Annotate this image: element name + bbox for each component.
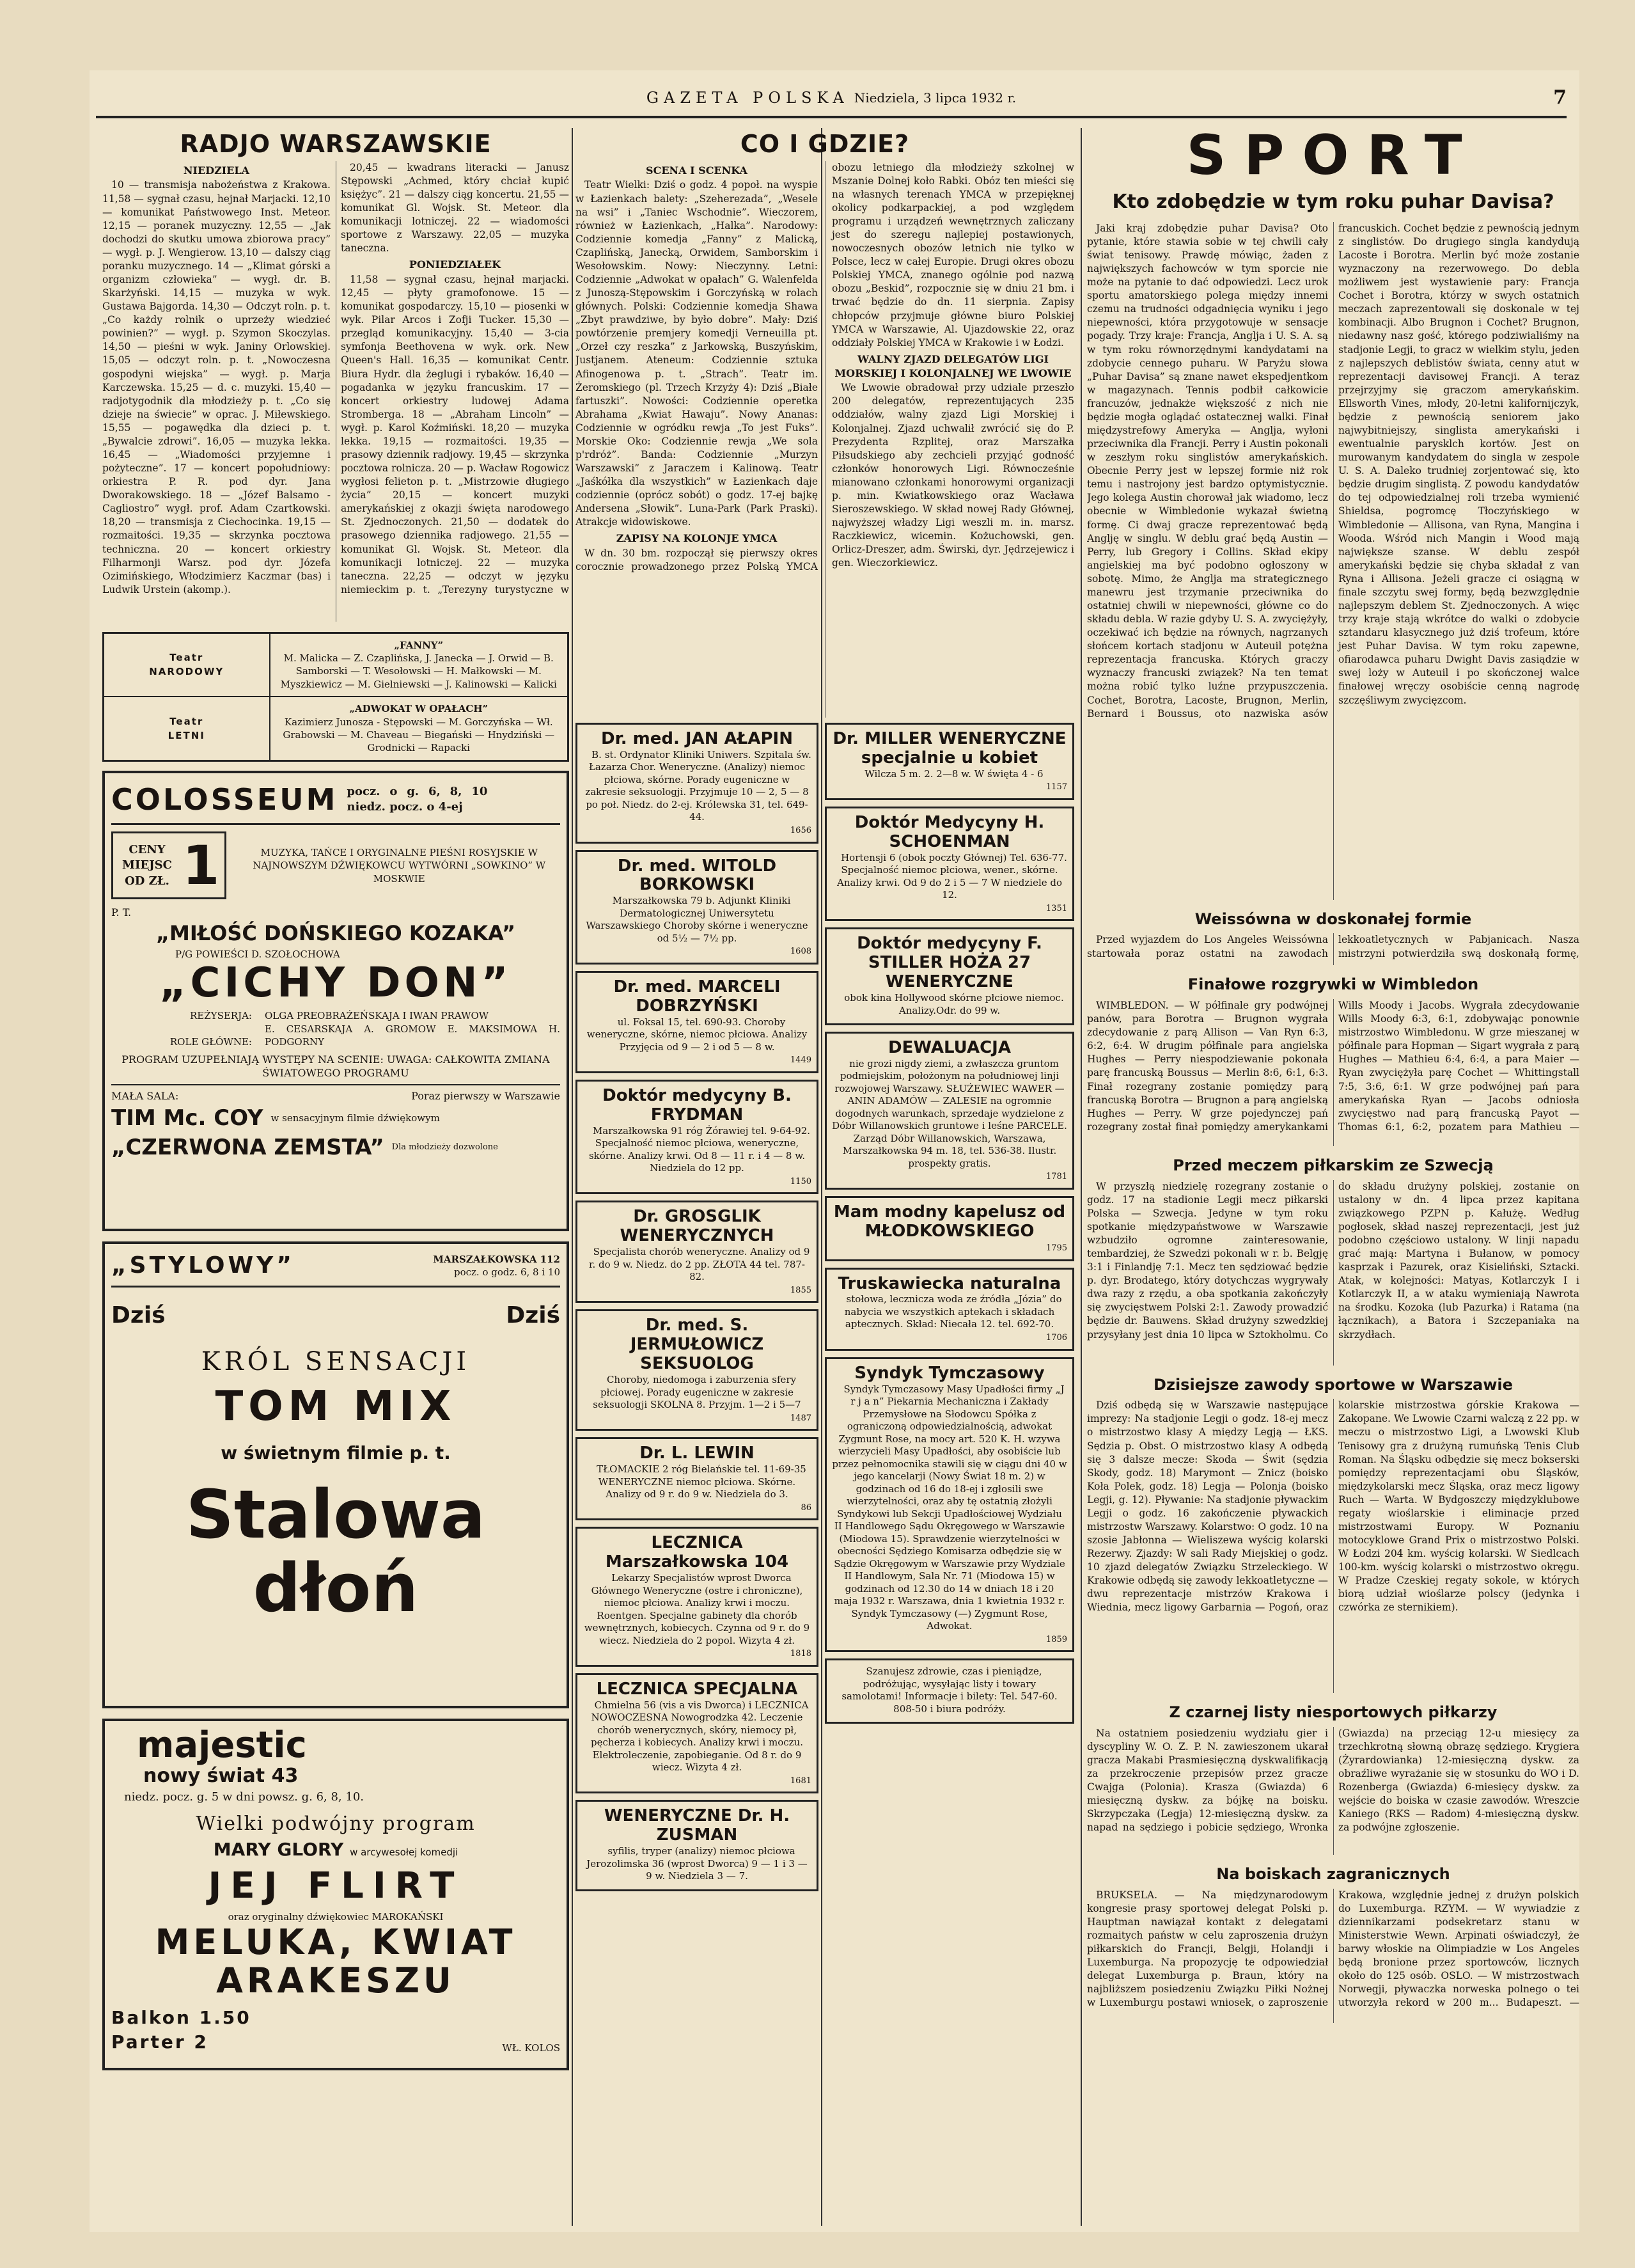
- advertisement: [825, 1658, 1074, 1724]
- ad-number: 1855: [790, 1285, 811, 1295]
- sport-title: SPORT: [1186, 128, 1480, 187]
- cast-label: ROLE GŁÓWNE:: [169, 1036, 252, 1048]
- stage-text: Teatr Wielki: Dziś o godz. 4 popoł. na wyspie w Łazienkach balety: „Szeherezada”, „Wesele na wsi” i „Taniec Wschodnie”. Wieczorem, również w Łazienkach, „Halka”. Narodowy: Codziennie komedja „Fanny” z Malicką, Czaplińską, Janecką, Orwidem, Samborskim i Wesołowskim. Nowy: Nieczynny. Letni: Codziennie „Adwokat w opałach” G. Walenfelda z Junoszą-Stępowskim i Gorczyńską w rolach głównych. Polski: Codziennie komedja Shawa „Zbyt prawdziwe, by było dobre”. Mały: Dziś powtórzenie premjery komedji Verneuilla pt. „Orzeł czy reszka” z Jarkowską, Buszyńskim, Justjanem. Ateneum: Codziennie sztuka Afinogenowa p. t. „Strach”. Teatr im. Żeromskiego (pl. Trzech Krzyży 4): Dziś „Białe fartuszki”. Nowości: Codziennie operetka Abrahama „Kwiat Hawaju”. Nowy Ananas: Codziennie w ogródku rewja „To jest Fuks”. Morskie Oko: Codziennie rewja „We sola p'rdróż”. Banda: Codziennie „Murzyn Warszawski” z Jaraczem i Kalinową. Teatr „Jaśkółka dla wszystkich” w Łazienkach daje codziennie (oprócz sobót) o godz. 17-ej bajkę Andersena „Słowik”. Luna-Park (Park Praski). Atrakcje widowiskowe.: [575, 179, 818, 528]
- ad-number: 1656: [790, 825, 811, 835]
- theatre-row: [104, 697, 568, 760]
- advertisement: [825, 807, 1074, 921]
- advertisement: [575, 1527, 818, 1666]
- film-description: MUZYKA, TAŃCE I ORYGINALNE PIEŚNI ROSYJSKIE W NAJNOWSZYM DŹWIĘKOWCU WYTWÓRNI „SOWKINO” W MOSKWIE: [253, 846, 546, 885]
- theatre-program: „ADWOKAT W OPAŁACH” Kazimierz Junosza - Stępowski — M. Gorczyńska — Wł. Grabowski — M. Chaveau — Biegański — Hnydziński — Grodnicki — Rapacki: [270, 697, 568, 760]
- advertisement: [825, 927, 1074, 1025]
- advertisement: [575, 1800, 818, 1891]
- advertisement: [575, 723, 818, 844]
- ad-text: obok kina Hollywood skórne płciowe niemoc. Analizy.Odr. do 99 w.: [844, 992, 1064, 1016]
- ad-title: Syndyk Tymczasowy: [854, 1363, 1045, 1383]
- advertisement: [825, 1268, 1074, 1351]
- wimbledon-article: [1087, 999, 1579, 1146]
- price-label: CENY MIEJSC OD ZŁ.: [122, 842, 172, 888]
- film-subtitle: „MIŁOŚĆ DOŃSKIEGO KOZAKA”: [155, 921, 515, 946]
- balcony-price: Balkon 1.50: [111, 2007, 251, 2029]
- article-text: W przyszłą niedzielę rozegrany zostanie o godz. 17 na stadionie Legji mecz piłkarski Polska — Szwecja. Jedyne w tym roku spotkanie międzypaństwowe w Warszawie wzbudziło ogromne zainteresowanie, tembardziej, że Szwedzi pokonali w r. b. Belgję 3:1 i Finlandję 7:1. Mecz ten sędziować będzie p. dyr. Brodatego, który dotychczas wygrywały dwa razy z rzędu, a oba spotkania zakończyły się zwycięstwem Polski 2:1. Zawody prowadzić będzie dr. Bauwens. Skład drużyny szwedzkiej przysyłany jest dnia 10 lipca w Sztokholmu. Co do składu drużyny polskiej, zostanie on ustalony w dn. 4 lipca przez kapitana związkowego PZPN p. Kałużę. Według pogłosek, skład naszej reprezentacji, jest już podobno częściowo ustalony. W linji napadu grać mają: Martyna i Bułanow, w pomocy kasprzak i Pazurek, oraz Kisieliński, Sztacki. Atak, w kolejności: Matyas, Kotlarczyk I i Kotlarczyk II, a w ataku wymieniają Nawrota na środku. Kozoka (lub Pazurka) i Ratama (na łącznikach), a Batora i Szczepaniaka na skrzydłach.: [1087, 1180, 1579, 1341]
- film-title: JEJ FLIRT: [208, 1864, 464, 1907]
- advertisement: [575, 1673, 818, 1794]
- ad-number: 1859: [1045, 1634, 1067, 1644]
- radio-text: 20,45 — kwadrans literacki — Janusz Stępowski „Achmed, który chciał kupić księżyc”. 21 — dalszy ciąg koncertu. 21,55 — komunikat Gl. Wojsk. St. Meteor. dla komunikacji lotniczej. 22 — wiadomości sportowe z Warszawy. 22,05 — muzyka taneczna.: [341, 161, 569, 255]
- ad-number: 1781: [1045, 1172, 1067, 1182]
- ad-number: 1157: [1045, 782, 1067, 792]
- advertisement: [825, 723, 1074, 800]
- ad-title: Truskawiecka naturalna: [838, 1273, 1061, 1293]
- ad-text: nie grozi nigdy ziemi, a zwłaszcza gruntom podmiejskim, położonym na południowej linji rozwojowej Warszawy. SŁUŻEWIEC WAWER — ANIN ADAMÓW — ZALESIE na ogromnie dogodnych warunkach, sprzedaje wydzielone z Dóbr Willanowskich gruntowe i leśne PARCELE. Zarząd Dóbr Willanowskich, Warszawa, Marszałkowska 94 m. 18, tel. 536-38. Ilustr. prospekty gratis.: [832, 1057, 1067, 1169]
- camp-heading: ZAPISY NA KOLONJE YMCA: [616, 532, 778, 545]
- advertisement: [575, 1437, 818, 1520]
- showtimes: niedz. pocz. g. 5 w dni powsz. g. 6, 8, 10.: [124, 1790, 364, 1804]
- youth-note: Dla młodzieży dozwolone: [391, 1142, 498, 1153]
- king-label: KRÓL SENSACJI: [201, 1346, 471, 1376]
- ad-text: ul. Foksal 15, tel. 690-93. Choroby weneryczne, skórne, niemoc płciowa. Analizy Przyjęcia od 9 — 2 i od 5 — 8 w.: [586, 1016, 808, 1053]
- page-number: 7: [1553, 86, 1567, 109]
- congress-heading: WALNY ZJAZD DELEGATÓW LIGI MORSKIEJ I KOLONJALNEJ WE LWOWIE: [834, 352, 1072, 379]
- advertisement: [575, 971, 818, 1073]
- ad-text: syfilis, tryper (analizy) niemoc płciowa Jerozolimska 36 (wprost Dworca) 9 — 1 i 3 — 9 w. Niedziela 3 — 7.: [586, 1845, 808, 1882]
- director: OLGA PREOBRAŻEŃSKAJA I IWAN PRAWOW: [265, 1010, 489, 1022]
- advertisement: [575, 1309, 818, 1431]
- price: 1: [182, 834, 220, 897]
- film-title: „CICHY DON”: [159, 959, 512, 1007]
- radio-title: RADJO WARSZAWSKIE: [180, 130, 492, 158]
- article-text: Przed wyjazdem do Los Angeles Weissówna startowała poraz ostatni na zawodach lekkoatletycznych w Pabjanicach. Nasza mistrzyni potwierdziła swą doskonałą formę,: [1087, 934, 1579, 959]
- star-name: TOM MIX: [215, 1383, 457, 1431]
- ad-number: 1608: [790, 947, 811, 957]
- in-film-label: w świetnym filmie p. t.: [221, 1442, 451, 1464]
- ad-number: 1449: [790, 1055, 811, 1066]
- star-name: MARY GLORY: [213, 1838, 344, 1860]
- today-article: [1087, 1399, 1579, 1693]
- davis-article: [1087, 222, 1579, 900]
- article-text: Dziś odbędą się w Warszawie następujące imprezy: Na stadjonie Legji o godz. 18-ej mecz o mistrzostwo klasy A między Legją — ŁKS. Sędzia p. Obst. O mistrzostwo klasy A odbędą się 3 dalsze mecze: Skoda — Świt (sędzia Skody, godz. 18) Marymont — Znicz (boisko Koła Polek, godz. 18) Legja — Polonja (boisko Legji, g. 12). Pływanie: Na stadjonie pływackim Legji o godz. 16 zakończenie pływackich mistrzostw Warszawy. Kolarstwo: O godz. 10 na szosie Jabłonna — Wieliszewa wyścig kolarski Rezerwy. Zjazdy: W sali Rady Miejskiej o godz. 10 zjazd delegatów Związku Strzeleckiego. W Krakowie odbędą się zawody lekkoatletyczne — dwu reprezentacje mistrzów Krakowa i Wiednia, mecz ligowy Garbarnia — Pogoń, oraz kolarskie mistrzostwa górskie Krakowa — Zakopane. We Lwowie Czarni walczą z 22 pp. w meczu o mistrzostwo Ligi, a Lwowski Klub Tenisowy gra z drużyną rumuńską Tenis Club Roman. Na Śląsku odbędzie się mecz bokserski pomiędzy reprezentacjami obu Śląsków, międzykolarski mecz Śląska, oraz mecz ligowy Ruch — Warta. W Bydgoszczy międzyklubowe regaty wioślarskie i eliminacje przed mistrzostwami Europy. W Poznaniu motocyklowe Grand Prix o mistrzostwo Polski. W Łodzi 204 km. wyścig kolarski. W Siedlcach 100-km. wyścig kolarski o mistrzostwo okręgu. W Pradze Czeskiej regaty sokole, w których biorą udział wioślarze polscy (jedynka i czwórka ze sternikiem).: [1087, 1399, 1579, 1614]
- co-i-gdzie-text: [575, 161, 1074, 718]
- ad-title: Doktór Medycyny H. SCHOENMAN: [854, 812, 1045, 851]
- column-radio-cinema: [102, 128, 569, 2070]
- film-title: Stalowa dłoń: [185, 1476, 486, 1627]
- film2-title: „CZERWONA ZEMSTA”: [111, 1135, 384, 1161]
- weiss-article: [1087, 933, 1579, 965]
- stage-heading: SCENA I SCENKA: [646, 164, 747, 177]
- article-text: Jaki kraj zdobędzie puhar Davisa? Oto pytanie, które stawia sobie w tej chwili cały świat tenisowy. Prawdę mówiąc, żaden z największych fachowców w tym sporcie nie może na pytanie to dać odpowiedzi. Lecz urok sportu amatorskiego polega między innemi czemu na trudności odgadnięcia wyniku i jego niepewności, która przygotowuje w sensacje pogady. Trzy kraje: Francja, Anglja i U. S. A. są w tym roku równorzędnymi kandydatami na zdobycie cennego puharu. W Paryżu słowa „Puhar Davisa” są znane nawet ekspedjentkom w magazynach. Tennis podbił całkowicie francuzów, jednakże większość z nich nie będzie mogła oglądać ostatecznej walki. Finał międzystrefowy Ameryka — Anglja, wyłoni przeciwnika dla Francji. Perry i Austin pokonali w zeszłym roku singlistów amerykańskich. Obecnie Perry jest w lepszej formie niż rok temu i nastrojony jest bardzo optymistycznie. Jego kolega Austin chorował jak wiadomo, lecz obecnie w Wimbledonie wykazał świetną formę. Ci dwaj gracze reprezentować będą Anglję w singlu. W deblu grać będą Austin — Perry, lub Gregory i Collins. Skład ekipy angielskiej ma być podobno ogłoszony w sobotę. Mimo, że Anglja ma strategicznego manewru jest trzymanie przeciwnika do ostatniej chwili w niepewności, główne co do składu debla. W razie gdyby U. S. A. zwyciężyły, oczekiwać ich będzie na równych, nagrzanych słońcem kortach stadjonu w Auteuil potężna reprezentacja francuska. Których graczy wyznaczy francuski związek? Na ten temat można robić tylko luźne przypuszczenia. Cochet, Borotra, Lacoste, Brugnon, Merlin, Bernard i Boussus, oto nazwiska asów francuskich. Cochet będzie z pewnością jednym z singlistów. Do drugiego singla kandydują Lacoste i Borotra. Merlin być może zostanie wyznaczony na rezerwowego. Do debla możliwem jest wystawienie pary: Francja Cochet i Borotra, którzy w swych ostatnich meczach zaprezentowali się doskonale w tej kombinacji. Albo Brugnon i Cochet? Brugnon, niedawny nasz gość, którego podziwialiśmy na stadjonie Legji, to gracz w wielkim stylu, jeden z najlepszych deblistów świata, cenny atut w reprezentacji davisowej Francji. A teraz przejrzyjmy się graczom amerykańskim. Ellsworth Vines, młody, 20-letni kalifornijczyk, będzie z pewnością seniorem jako najwybitniejszy, singlista amerykański i ewentualnie parysklch kortów. Jest on murowanym kandydatem do singla w zespole U. S. A. Daleko trudniej zorjentować się, kto będzie drugim singlistą. Z powodu kandydatów do tej odpowiedzialnej roli trzeba wymienić Shieldsa, pogromcę Tłoczyńskiego w Wimbledonie — Allisona, van Ryna, Mangina i Wooda. Wśród nich Mangin i Wood mają największe szanse. W deblu zespół amerykański będzie się chyba składał z van Ryna i Allisona. Jeżeli gracze ci osiągną w finale szczytu swej formy, będą bezwzględnie najlepszym deblem St. Zjednoczonych. A więc trzy kraje stają wkrótce do walki o zdobycie sztandaru klasycznego już dziś trofeum, które jest Puhar Davisa. W tym roku zapewne, ofiarodawca puharu Dwight Davis zasiądzie w swej loży w Auteuil i po skończonej walce finałowej wręczy osobiście cenną nagrodę szczęśliwym zwycięzcom.: [1087, 222, 1579, 720]
- article-text: Na ostatniem posiedzeniu wydziału gier i dyscypliny W. O. Z. P. N. zawieszonem ukarał gracza Makabi Prasmiesięczną dyskwalifikacją za przekroczenie przepisów przez gracze Cwajga (Polonia). Krasza (Gwiazda) 6 miesięczną dyskw. za bójkę na boisku. Skrzypczaka (Legja) 12-miesięczną dyskw. za napad na sędziego i pobicie sędziego, Wronka (Gwiazda) na przeciąg 12-u miesięcy za trzechkrotną słowną obrazę sędziego. Krygiera (Żyrardowianka) 12-miesięczną dyskw. za obraźliwe wyrażanie się w stosunku do WO i D. Rozenberga (Gwiazda) 6-miesięcy dyskw. za wejście do boiska w czasie zawodów. Wreszcie Kaniego (RKS — Radom) 4-miesięczną dyskw. za podwójne zgłoszenie.: [1087, 1727, 1579, 1834]
- film-source: P/G POWIEŚCI D. SZOŁOCHOWA: [175, 948, 340, 960]
- ad-text: Chmielna 56 (vis a vis Dworca) i LECZNICA NOWOCZESNA Nowogrodzka 42. Leczenie chorób wenerycznych, skóry, niemocy pł, pęcherza i kobiecych. Analizy krwi i moczu. Elektroleczenie, zapobieganie. Od 8 r. do 9 wiecz. Wizyta 4 zł.: [590, 1699, 809, 1774]
- first-time: Poraz pierwszy w Warszawie: [411, 1090, 560, 1103]
- parterre-price: Parter 2: [111, 2031, 208, 2053]
- ad-title: Dr. med. S. JERMUŁOWICZ SEKSUOLOG: [630, 1316, 764, 1374]
- masthead-date: Niedziela, 3 lipca 1932 r.: [854, 90, 1017, 106]
- theatre-row: [104, 633, 568, 697]
- in-comedy: w arcywesołej komedji: [350, 1846, 458, 1858]
- ad-title: Dr. med. JAN AŁAPIN: [601, 729, 793, 748]
- ad-title: Dr. med. WITOLD BORKOWSKI: [617, 856, 777, 895]
- signature: WŁ. KOLOS: [502, 2042, 560, 2054]
- today-label: Dziś: [111, 1302, 166, 1328]
- masthead-title: GAZETA POLSKA: [646, 89, 849, 107]
- address: MARSZAŁKOWSKA 112: [433, 1253, 560, 1265]
- column-misc-ads: [825, 716, 1074, 1724]
- ad-number: 1487: [790, 1413, 811, 1423]
- ad-title: LECZNICA SPECJALNA: [596, 1679, 798, 1699]
- ad-number: 1681: [790, 1776, 811, 1786]
- masthead: [96, 80, 1567, 118]
- ad-text: Marszałkowska 91 róg Żórawiej tel. 9-64-92. Specjalność niemoc płciowa, weneryczne, skórne. Analizy krwi. Od 8 — 11 r. i 4 — 8 w. Niedziela do 12 pp.: [588, 1124, 811, 1174]
- article-heading: Dzisiejsze zawody sportowe w Warszawie: [1154, 1375, 1513, 1394]
- radio-day: NIEDZIELA: [183, 164, 250, 177]
- colosseum-ad: [102, 771, 569, 1231]
- ad-title: Dr. L. LEWIN: [639, 1444, 755, 1463]
- sound-film: w sensacyjnym filmie dźwiękowym: [270, 1112, 440, 1124]
- article-heading: Na boiskach zagranicznych: [1216, 1864, 1450, 1883]
- ad-text: B. st. Ordynator Kliniki Uniwers. Szpitala św. Łazarza Chor. Weneryczne. (Analizy) niemoc płciowa, skórne. Porady eugeniczne w zakresie seksuologji. Przyjmuje 10 — 2, 5 — 8 po poł. Niedz. do 2-ej. Królewska 31, tel. 649-44.: [585, 748, 811, 823]
- cast: E. CESARSKAJA A. GROMOW E. MAKSIMOWA H. PODGORNY: [265, 1023, 560, 1048]
- ad-text: Specjalista chorób weneryczne. Analizy od 9 r. do 9 w. Niedz. do 2 pp. ZŁOTA 44 tel. 787-82.: [589, 1246, 810, 1283]
- ad-text: stołowa, lecznicza woda ze źródła „Józia” do nabycia we wszystkich aptekach i składach aptecznych. Skład: Niecała 12. tel. 692-70.: [844, 1293, 1062, 1330]
- pt-label: P. T.: [111, 906, 132, 919]
- article-heading: Weissówna w doskonałej formie: [1194, 910, 1472, 928]
- ad-number: 1795: [1045, 1243, 1067, 1253]
- theatre-name: Teatr NARODOWY: [104, 633, 270, 697]
- showtimes: pocz. o g. 6, 8, 10 niedz. pocz. o 4-ej: [347, 784, 488, 814]
- advertisement: [825, 1196, 1074, 1261]
- section-title: CO I GDZIE?: [740, 130, 910, 158]
- congress-text: We Lwowie obradował przy udziale przeszło 200 delegatów, reprezentujących 235 oddziałów, walny zjazd Ligi Morskiej i Kolonjalnej. Zjazd uchwalił zwrócić się do P. Prezydenta Rzplitej, oraz Marszałka Piłsudskiego aby zechcieli przyjąć godność członków honorowych Ligi. Równocześnie mianowano członkami honorowymi organizacji p. min. Kwiatkowskiego oraz Wacława Sieroszewskiego. W skład nowej Rady Głównej, najwyższej władzy Ligi weszli m. in. marsz. Raczkiewicz, wicemin. Kożuchowski, gen. Orlicz-Dreszer, adm. Świrski, dyr. Jędrzejewicz i gen. Wieczorkiewicz.: [832, 382, 1074, 569]
- cinema-name: majestic: [137, 1724, 307, 1766]
- radio-text: 10 — transmisja nabożeństwa z Krakowa. 11,58 — sygnał czasu, hejnał Marjacki. 12,10 — komunikat Państwowego Inst. Meteor. 12,15 — poranek muzyczny. 12,55 — „Jak dochodzi do skutku umowa zbiorowa pracy” — wygł. p. J. Wengierow. 13,10 — dalszy ciąg poranku muzycznego. 14 — „Klimat górski a organizm człowieka” — wygł. dr. B. Skarżyński. 14,15 — muzyka w wyk. Gustawa Bajgorda. 14,30 — Odczyt roln. p. t. „Co każdy rolnik o uprzeży wiedzieć powinien?” — wygł. p. Szymon Skoczylas. 14,50 — pieśni w wyk. Janiny Orlowskiej. 15,05 — odczyt roln. p. t. „Nowoczesna gospodyni wiejska” — wygł. p. Marja Karczewska. 15,25 — d. c. muzyki. 15,40 — radjotygodnik dla młodzieży p. t. „Co się dzieje na świecie” w oprac. J. Miłewskiego. 15,55 — pogawędka dla dzieci p. t. „Bywalcie zdrowi”. 16,05 — muzyka lekka. 16,45 — „Wiadomości przyjemne i pożyteczne”. 17 — koncert popołudniowy: orkiestra P. R. pod dyr. Jana Dworakowskiego. 18 — „Józef Balsamo - Cagliostro” wygł. prof. Adam Czartkowski. 18,20 — transmisja z Ciechocinka. 19,15 — rozmaitości. 19,35 — skrzynka pocztowa techniczna. 20 — koncert orkiestry Filharmonji Warsz. pod dyr. Józefa Ozimińskiego, Włodzimierz Kaczmar (bas) i Ludwik Urstein (akomp.).: [102, 179, 331, 595]
- ad-title: DEWALUACJA: [888, 1038, 1011, 1058]
- ad-number: 1351: [1045, 903, 1067, 913]
- ad-title: WENERYCZNE Dr. H. ZUSMAN: [604, 1806, 790, 1845]
- column-rule: [572, 128, 573, 2226]
- advertisement: [825, 1032, 1074, 1190]
- ad-number: 1818: [790, 1649, 811, 1659]
- sweden-article: [1087, 1180, 1579, 1366]
- address: nowy świat 43: [143, 1764, 299, 1787]
- radio-program: [102, 161, 569, 622]
- article-text: WIMBLEDON. — W półfinale gry podwójnej panów, para Borotra — Brugnon wygrała zdecydowanie z parą Allison — Van Ryn 6:3, 6:2, 6:4. W drugim półfinale para angielska Hughes — Perry niespodziewanie pokonała parę francuską Boussus — Merlin 8:6, 6:1, 6:3. Finał rozegrany zostanie pomiędzy parą francuską Borotra — Brugnon a parą angielską Hughes — Perry. W grze pojedynczej pań rozegrany został finał pomiędzy amerykankami Wills Moody i Jacobs. Wygrała zdecydowanie Wills Moody 6:3, 6:1, zdobywając ponownie mistrzostwo Wimbledonu. W grze mieszanej w półfinale para Hopman — Sigart wygrała z parą Hughes — Mathieu 6:4, 6:4, a para Maier — Ryan zwyciężyła parę Cochet — Whittingstall 7:5, 3:6, 6:1. W grze podwójnej pań para amerykańska Ryan — Jacobs odniosła zwycięstwo nad parą francuską Payot — Thomas 6:1, 6:2, pozatem para Mathieu —: [1087, 1000, 1579, 1133]
- today-label: Dziś: [506, 1302, 560, 1328]
- column-rule: [1081, 128, 1082, 2226]
- ad-text: Hortensji 6 (obok poczty Głównej) Tel. 636-77. Specjalność niemoc płciowa, wener., skórne. Analizy krwi. Od 9 do 2 i 5 — 7 W niedziele do 12.: [836, 851, 1067, 901]
- advertisement: [825, 1357, 1074, 1653]
- theatre-name: Teatr LETNI: [104, 697, 270, 760]
- advertisement: [575, 1080, 818, 1194]
- orig-label: oraz oryginalny dźwiękowiec MAROKAŃSKI: [228, 1911, 444, 1923]
- theatre-listing: [102, 632, 569, 762]
- camp-text: W dn. 30 bm. rozpoczął się pierwszy okres corocznie prowadzonego przez Polską YMCA obozu letniego dla młodzieży szkolnej w Mszanie Dolnej koło Rabki. Obóz ten mieści się na własnych terenach YMCA w przepięknej okolicy podkarpackiej, a pod względem programu i urządzeń wewnętrznych zaliczany jest do szeregu najlepiej postawionych, nowoczesnych obozów letnich nie tylko w Polsce, lecz w całej Europie. Drugi okres obozu Polskiej YMCA, znanego ogólnie pod nazwą obozu „Beskid”, rozpocznie się w dniu 21 bm. i trwać będzie do dn. 11 sierpnia. Zapisy chłopców przyjmuje główne biuro Polskiej YMCA w Warszawie, Al. Ujazdowskie 22, oraz oddziały Polskiej YMCA w Krakowie i w Łodzi.: [575, 161, 1074, 573]
- article-heading: Finałowe rozgrywki w Wimbledon: [1187, 975, 1479, 994]
- ad-title: Dr. med. MARCELI DOBRZYŃSKI: [613, 977, 781, 1016]
- advertisement: [575, 850, 818, 965]
- ad-number: 86: [801, 1502, 811, 1513]
- ad-text: Choroby, niedomoga i zaburzenia sfery płciowej. Porady eugeniczne w zakresie seksuologji SKOLNA 8. Przyjm. 1—2 i 5—7: [593, 1374, 801, 1411]
- director-label: REŻYSERJA:: [190, 1010, 252, 1022]
- actor: TIM Mc. COY: [111, 1105, 263, 1131]
- column-doctor-ads: [575, 716, 818, 1891]
- ad-text: Szanujesz zdrowie, czas i pieniądze, podróżując, wysyłając listy i towary samolotami! Informacje i bilety: Tel. 547-60. 808-50 i biura podróży.: [841, 1666, 1058, 1715]
- ad-text: Wilcza 5 m. 2. 2—8 w. W święta 4 - 6: [864, 768, 1044, 780]
- ad-number: 1706: [1045, 1332, 1067, 1343]
- small-hall: MAŁA SALA:: [111, 1090, 179, 1103]
- ad-text: Lekarzy Specjalistów wprost Dworca Głównego Weneryczne (ostre i chroniczne), niemoc płciowa. Analizy krwi i moczu. Roentgen. Specjalne gabinety dla chorób wewnętrznych, kobiecych. Czynna od 9 r. do 9 wiecz. Niedziela do 2 popol. Wizyta 4 zł.: [584, 1572, 810, 1646]
- ad-title: Doktór medycyny F. STILLER HOŻA 27 WENERYCZNE: [857, 934, 1042, 992]
- ad-title: Dr. GROSGLIK WENERYCZNYCH: [620, 1207, 774, 1246]
- ad-number: 1150: [790, 1176, 811, 1186]
- ad-title: LECZNICA Marszałkowska 104: [605, 1533, 789, 1572]
- showtimes: pocz. o godz. 6, 8 i 10: [454, 1266, 560, 1279]
- program-label: Wielki podwójny program: [196, 1813, 476, 1836]
- abroad-article: [1087, 1889, 1579, 2023]
- stylowy-ad: [102, 1241, 569, 1708]
- film2-title: MELUKA, KWIAT ARAKESZU: [155, 1922, 517, 2001]
- column-sport: [1087, 128, 1579, 2023]
- ad-text: Syndyk Tymczasowy Masy Upadłości firmy „J r j a n” Piekarnia Mechaniczna i Zakłady Przemysłowe na Słodowcu Spółka z ograniczoną odpowiedzialnością, adwokat Zygmunt Rose, na mocy art. 520 K. H. wzywa wierzycieli Masy Upadłości, aby osobiście lub przez pełnomocnika stawili się w ciągu dni 40 w jego kancelarji (Nowy Świat 18 m. 2) w godzinach od 16 do 18-ej i zgłosili swe wierzytelności, oraz aby tę ostatnią złożyli Syndykowi lub Sekcji Upadłościowej Wydziału II Handlowego Sądu Okręgowego w Warszawie (Miodowa 15). Sprawdzenie wierzytelności w obecności Sędziego Komisarza odbędzie się w Sądzie Okręgowym w Warszawie przy Wydziale II Handlowym, Sala Nr. 71 (Miodowa 15) w godzinach od 12.30 do 14 w dniach 18 i 20 maja 1932 r. Warszawa, dnia 1 kwietnia 1932 r. Syndyk Tymczasowy (—) Zygmunt Rose, Adwokat.: [832, 1383, 1067, 1632]
- advertisement: [575, 1201, 818, 1303]
- radio-text: 11,58 — sygnał czasu, hejnał marjacki. 12,45 — płyty gramofonowe. 15 — komunikat gospodarczy. 15,10 — piosenki w wyk. Pilar Arcos i Zofji Tucker. 15,30 — przegląd komunikacyjny. 15,40 — 3-cia symfonja Beethovena w wyk. ork. New Queen's Hall. 16,35 — komunikat Centr. Biura Hydr. dla żeglugi i rybaków. 16,40 — pogadanka w języku francuskim. 17 — koncert orkiestry ludowej Adama Stromberga. 18 — „Abraham Lincoln” — wygł. p. Karol Koźmiński. 18,20 — muzyka lekka. 19,15 — rozmaitości. 19,35 — prasowy dziennik radjowy. 19,45 — skrzynka pocztowa rolnicza. 20 — p. Wacław Rogowicz wygłosi felieton p. t. „Mistrzowie długiego życia” 20,15 — koncert muzyki amerykańskiej z okazji święta narodowego St. Zjednoczonych. 21,50 — dodatek do prasowego dziennika radjowego. 21,55 — komunikat Gl. Wojsk. St. Meteor. dla komunikacji lotniczej. 22 — muzyka taneczna. 22,25 — odczyt w języku niemieckim p. t. „Terezyny turystyczne w: [341, 273, 569, 595]
- cinema-name: „STYLOWY”: [111, 1252, 295, 1279]
- article-heading: Z czarnej listy niesportowych piłkarzy: [1169, 1703, 1498, 1722]
- cinema-name: COLOSSEUM: [111, 782, 338, 817]
- article-text: BRUKSELA. — Na międzynarodowym kongresie prasy sportowej delegat Polski p. Hauptman nawiązał kontakt z delegatami rozmaitych państw w celu zaproszenia drużyn piłkarskich do Francji, Belgji, Holandji i Luxemburga. Na propozycję te odpowiedział delegat Luxemburga p. Braun, który na najbliższem posiedzeniu Związku Piłki Nożnej w Luxemburgu postawi wniosek, o zaproszenie Krakowa, względnie jednej z drużyn polskich do Luxemburga. RZYM. — W wywiadzie z dziennikarzami podsekretarz stanu w Ministerstwie Wewn. Arpinati oświadczył, że barwy włoskie na Olimpiadzie w Los Angeles będą bronione przez sportowców, licznych około do 125 osób. OSLO. — W mistrzostwach Norwegji, pływaczka norweska polnego o tei utworzyła rekord w 200 m... Budapeszt. —: [1087, 1889, 1579, 2009]
- sport-headline: Kto zdobędzie w tym roku puhar Davisa?: [1112, 191, 1554, 213]
- blacklist-article: [1087, 1727, 1579, 1855]
- ad-text: Marszałkowska 79 b. Adjunkt Kliniki Dermatologicznej Uniwersytetu Warszawskiego Choroby skórne i weneryczne od 5½ — 7½ pp.: [586, 895, 808, 944]
- ad-title: Mam modny kapelusz od MŁODKOWSKIEGO: [833, 1202, 1066, 1241]
- radio-day: PONIEDZIAŁEK: [409, 258, 501, 271]
- column-co-i-gdzie: [575, 128, 1074, 718]
- ad-title: Doktór medycyny B. FRYDMAN: [602, 1085, 792, 1124]
- ad-title: Dr. MILLER WENERYCZNE specjalnie u kobiet: [833, 729, 1067, 768]
- article-heading: Przed meczem piłkarskim ze Szwecją: [1173, 1156, 1494, 1175]
- ad-text: TŁOMACKIE 2 róg Bielańskie tel. 11-69-35 WENERYCZNE niemoc płciowa. Skórne. Analizy od 9 r. do 9 w. Niedziela do 3.: [597, 1463, 806, 1500]
- program-note: PROGRAM UZUPEŁNIAJĄ WYSTĘPY NA SCENIE: UWAGA: CAŁKOWITA ZMIANA ŚWIATOWEGO PROGRAMU: [121, 1053, 550, 1080]
- theatre-program: „FANNY” M. Malicka — Z. Czaplińska, J. Janecka — J. Orwid — B. Samborski — T. Wesołowski — H. Małkowski — M. Myszkiewicz — M. Gielniewski — J. Kalinowski — Kalicki: [270, 633, 568, 697]
- majestic-ad: [102, 1719, 569, 2070]
